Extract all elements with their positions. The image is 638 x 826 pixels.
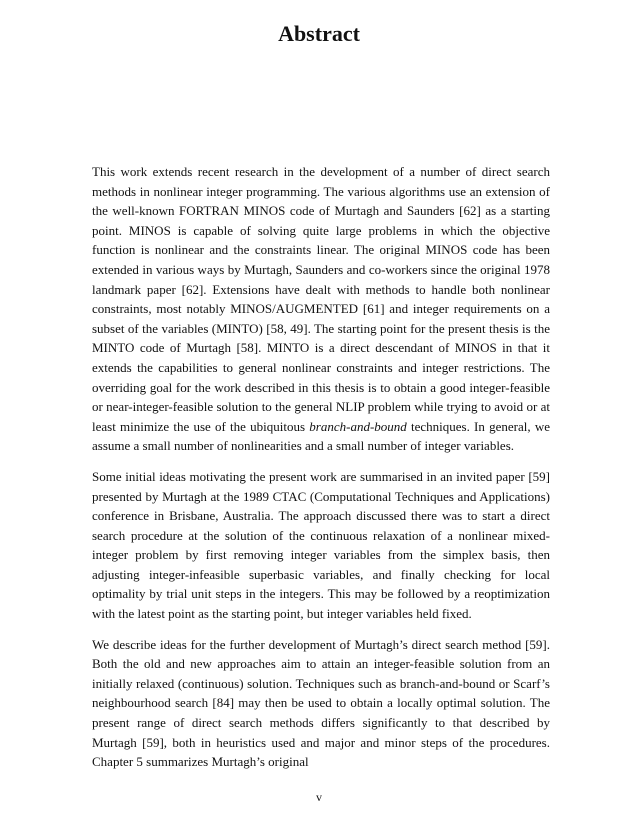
abstract-body <box>92 162 550 783</box>
paragraph-1-text: This work extends recent research in the development of a number of direct search methods in nonlinear integer programming. The various algorithms use an extension of the well-known FORTRAN MINOS code of Murtagh and Saunders [62] as a starting point. MINOS is capable of solving quite large problems in which the objective function is nonlinear and the constraints linear. The original MINOS code has been extended in various ways by Murtagh, Saunders and co-workers since the original 1978 landmark paper [62]. Extensions have dealt with methods to handle both nonlinear constraints, most notably MINOS/AUGMENTED [61] and integer requirements on a subset of the variables (MINTO) [58, 49]. The starting point for the present thesis is the MINTO code of Murtagh [58]. MINTO is a direct descendant of MINOS in that it extends the capabilities to general nonlinear constraints and integer restrictions. The overriding goal for the work described in this thesis is to obtain a good integer-feasible or near-integer-feasible solution to the general NLIP problem while trying to avoid or at least minimize the use of the ubiquitous <box>92 164 550 434</box>
paragraph-2: Some initial ideas motivating the present work are summarised in an invited paper [59] presented by Murtagh at the 1989 CTAC (Computational Techniques and Applications) conference in Brisbane, Australia. The approach discussed there was to start a direct search procedure at the solution of the continuous relaxation of a nonlinear mixed-integer problem by first removing integer variables from the simplex basis, then adjusting integer-infeasible superbasic variables, and finally checking for local optimality by trial unit steps in the integers. This may be followed by a reoptimization with the latest point as the starting point, but integer variables held fixed. <box>92 468 550 622</box>
page-number: v <box>316 790 322 804</box>
paragraph-1-emphasis: branch-and-bound <box>309 418 407 434</box>
paragraph-3: We describe ideas for the further development of Murtagh’s direct search method [59]. Both the old and new approaches aim to attain an integer-feasible solution from an initially relaxed (continuous) solution. Techniques such as branch-and-bound or Scarf’s neighbourhood search [84] may then be used to obtain a locally optimal solution. The present range of direct search methods differs significantly to that described by Murtagh [59], both in heuristics used and major and minor steps of the procedures. Chapter 5 summarizes Murtagh’s original <box>92 636 550 770</box>
page-title: Abstract <box>278 21 360 46</box>
paragraph-1-text-end: techniques. In general, we assume a small number of nonlinearities and a small number of integer variables. <box>92 418 550 454</box>
paragraph-1 <box>92 162 550 456</box>
